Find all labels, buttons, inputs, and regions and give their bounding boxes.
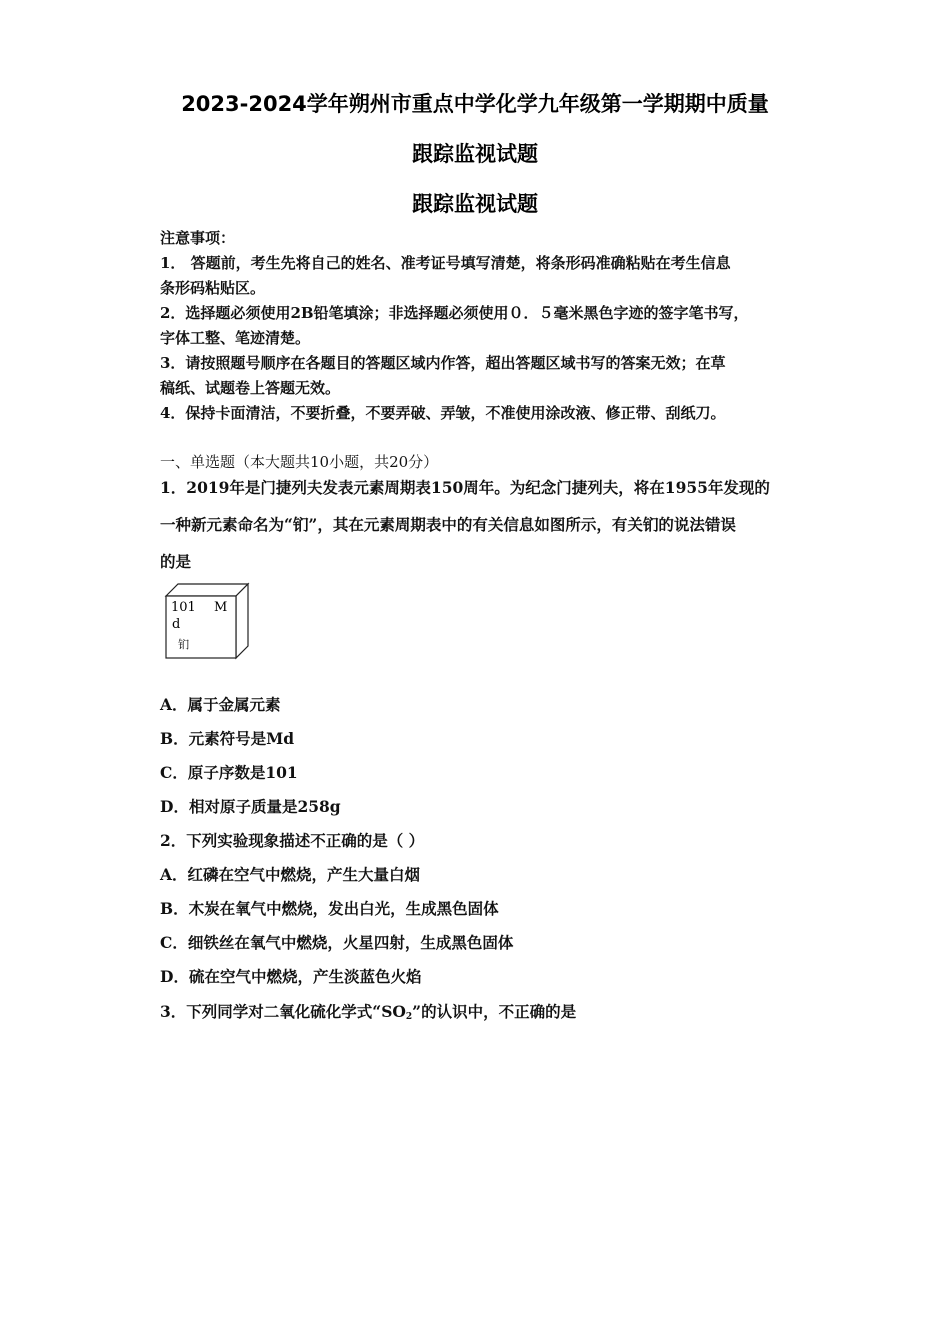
element-number: 101 [171, 600, 196, 615]
notice-heading: 注意事项： [160, 229, 236, 247]
page-subtitle-repeat: 跟踪监视试题 [412, 192, 538, 216]
q1-option-c: C．原子序数是101 [160, 763, 298, 782]
element-name: 钔 [178, 638, 189, 651]
element-symbol-part1: M [214, 600, 228, 615]
q1-option-b: B．元素符号是Md [160, 729, 295, 748]
notice-item-1: 1． 答题前，考生先将自己的姓名、准考证号填写清楚，将条形码准确粘贴在考生信息 [160, 254, 731, 272]
q3-stem-before: 3．下列同学对二氧化硫化学式“SO [160, 1002, 406, 1021]
q3-stem-subscript: 2 [405, 1012, 413, 1022]
notice-item-3-cont: 稿纸、试题卷上答题无效。 [160, 379, 341, 397]
notice-item-2: 2．选择题必须使用2B铅笔填涂；非选择题必须使用０．５毫米黑色字迹的签字笔书写， [160, 304, 749, 322]
q2-option-c: C．细铁丝在氧气中燃烧，火星四射，生成黑色固体 [160, 933, 514, 952]
q3-stem-after: ”的认识中，不正确的是 [412, 1002, 577, 1021]
q1-option-a: A．属于金属元素 [160, 695, 281, 714]
element-symbol-part2: d [172, 617, 181, 632]
notice-item-1-cont: 条形码粘贴区。 [160, 279, 266, 297]
q2-option-b: B．木炭在氧气中燃烧，发出白光，生成黑色固体 [160, 899, 499, 918]
notice-item-4: 4．保持卡面清洁，不要折叠，不要弄破、弄皱，不准使用涂改液、修正带、刮纸刀。 [160, 404, 726, 422]
q1-stem-line1: 1．2019年是门捷列夫发表元素周期表150周年。为纪念门捷列夫，将在1955年发现的 [160, 478, 770, 497]
q2-stem: 2．下列实验现象描述不正确的是（ ） [160, 831, 425, 850]
element-cell-figure [160, 578, 252, 662]
notice-item-3: 3．请按照题号顺序在各题目的答题区域内作答，超出答题区域书写的答案无效；在草 [160, 354, 726, 372]
q1-option-d: D．相对原子质量是258g [160, 797, 341, 816]
q2-option-a: A．红磷在空气中燃烧，产生大量白烟 [160, 865, 421, 884]
page-title: 2023-2024学年朔州市重点中学化学九年级第一学期期中质量 [181, 92, 769, 116]
notice-item-2-cont: 字体工整、笔迹清楚。 [160, 329, 311, 347]
q1-stem-line3: 的是 [160, 552, 192, 571]
q3-stem [160, 1000, 576, 1022]
section-heading: 一、单选题（本大题共10小题，共20分） [160, 453, 439, 471]
q1-stem-line2: 一种新元素命名为“钔”，其在元素周期表中的有关信息如图所示，有关钔的说法错误 [160, 515, 736, 534]
q2-option-d: D．硫在空气中燃烧，产生淡蓝色火焰 [160, 967, 422, 986]
page-subtitle: 跟踪监视试题 [412, 142, 538, 166]
